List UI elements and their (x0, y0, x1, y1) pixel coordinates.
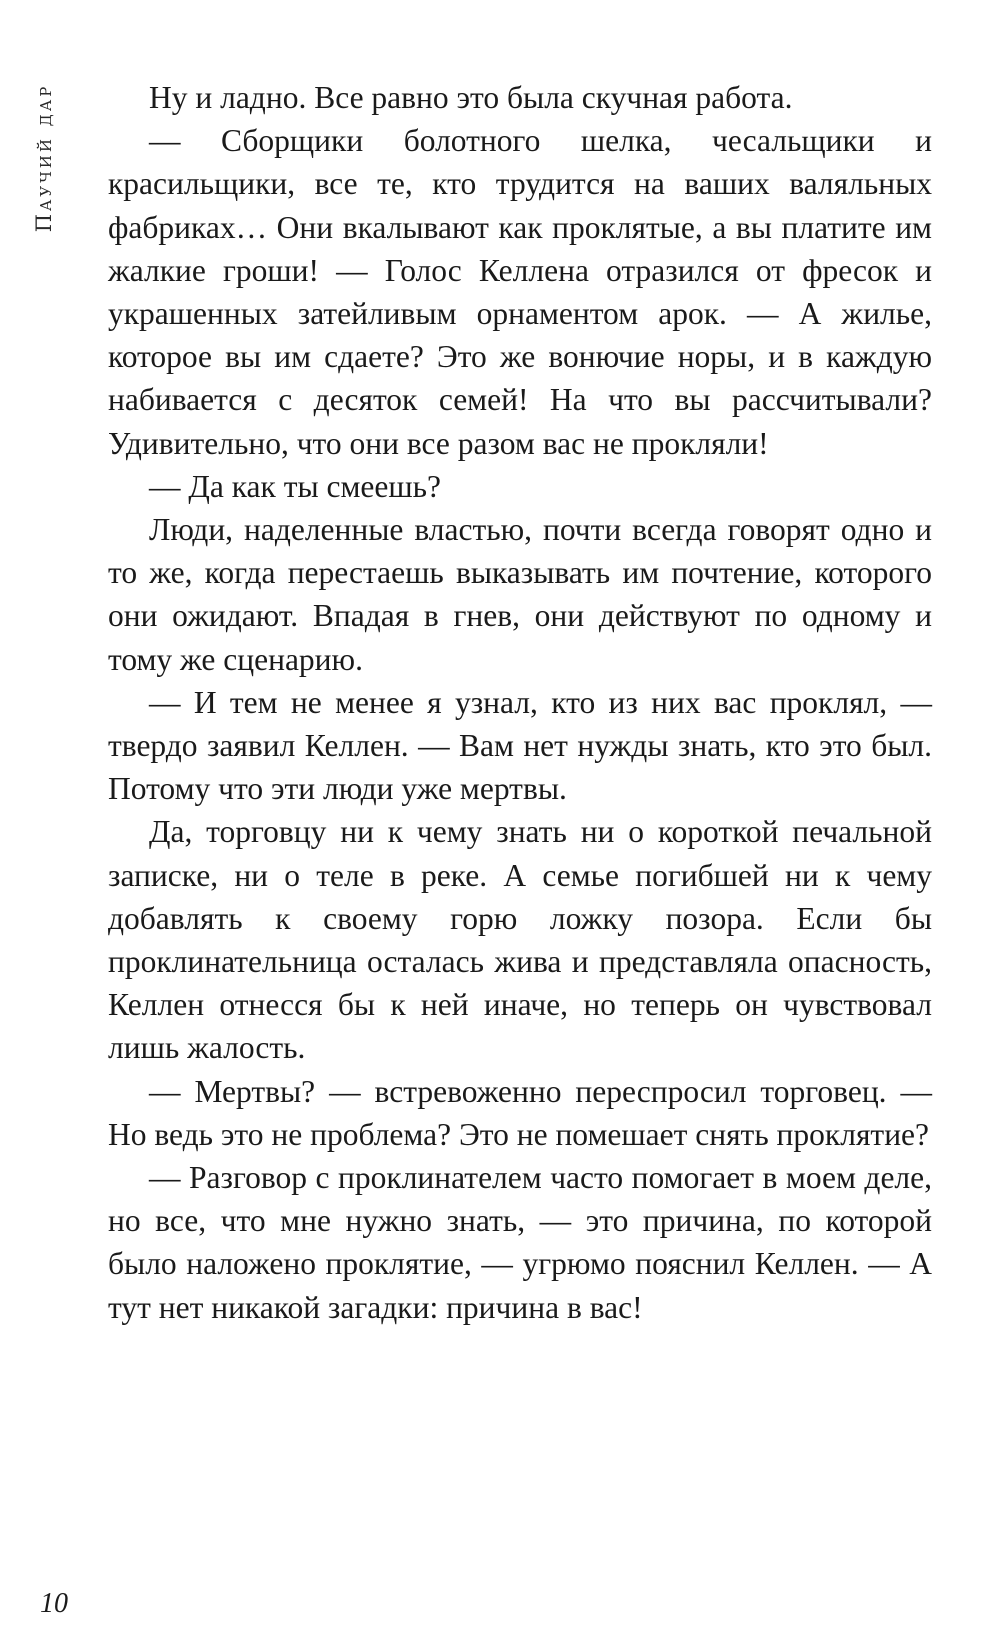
paragraph: Ну и ладно. Все равно это была скучная работа. (149, 80, 793, 115)
paragraph: — Сборщики болотного шелка, чесальщики и красильщики, все те, кто трудится на ваших валяльных фабриках… Они вкалывают как проклятые, а вы платите им жалкие гроши! — Голос Келлена отразился от фресок и украшенных затейливым орнаментом арок. — А жилье, которое вы им сдаете? Это же вонючие норы, и в каждую набивается с десяток семей! На что вы рассчитывали? Удивительно, что они все разом вас не прокляли! (108, 123, 932, 461)
page-number: 10 (40, 1588, 68, 1619)
paragraph: — Разговор с проклинателем часто помогает в моем деле, но все, что мне нужно знать, — это причина, по которой было наложено проклятие, — угрюмо пояснил Келлен. — А тут нет никакой загадки: причина в вас! (108, 1160, 932, 1325)
running-header (20, 38, 68, 278)
paragraph: — Мертвы? — встревоженно переспросил торговец. — Но ведь это не проблема? Это не помешает снять проклятие? (108, 1073, 932, 1152)
page-body (108, 76, 932, 1329)
paragraph: — Да как ты смеешь? (149, 468, 441, 504)
paragraph: Да, торговцу ни к чему знать ни о короткой печальной записке, ни о теле в реке. А семье погибшей ни к чему добавлять к своему горю ложку позора. Если бы проклинательница осталась жива и представляла опасность, Келлен отнесся бы к ней иначе, но теперь он чувствовал лишь жалость. (108, 814, 932, 1066)
book-title: Паучий дар (32, 83, 56, 233)
paragraph: — И тем не менее я узнал, кто из них вас проклял, — твердо заявил Келлен. — Вам нет нужды знать, кто это был. Потому что эти люди уже мертвы. (108, 684, 932, 807)
paragraph: Люди, наделенные властью, почти всегда говорят одно и то же, когда перестаешь выказывать им почтение, которого они ожидают. Впадая в гнев, они действуют по одному и тому же сценарию. (108, 512, 932, 677)
